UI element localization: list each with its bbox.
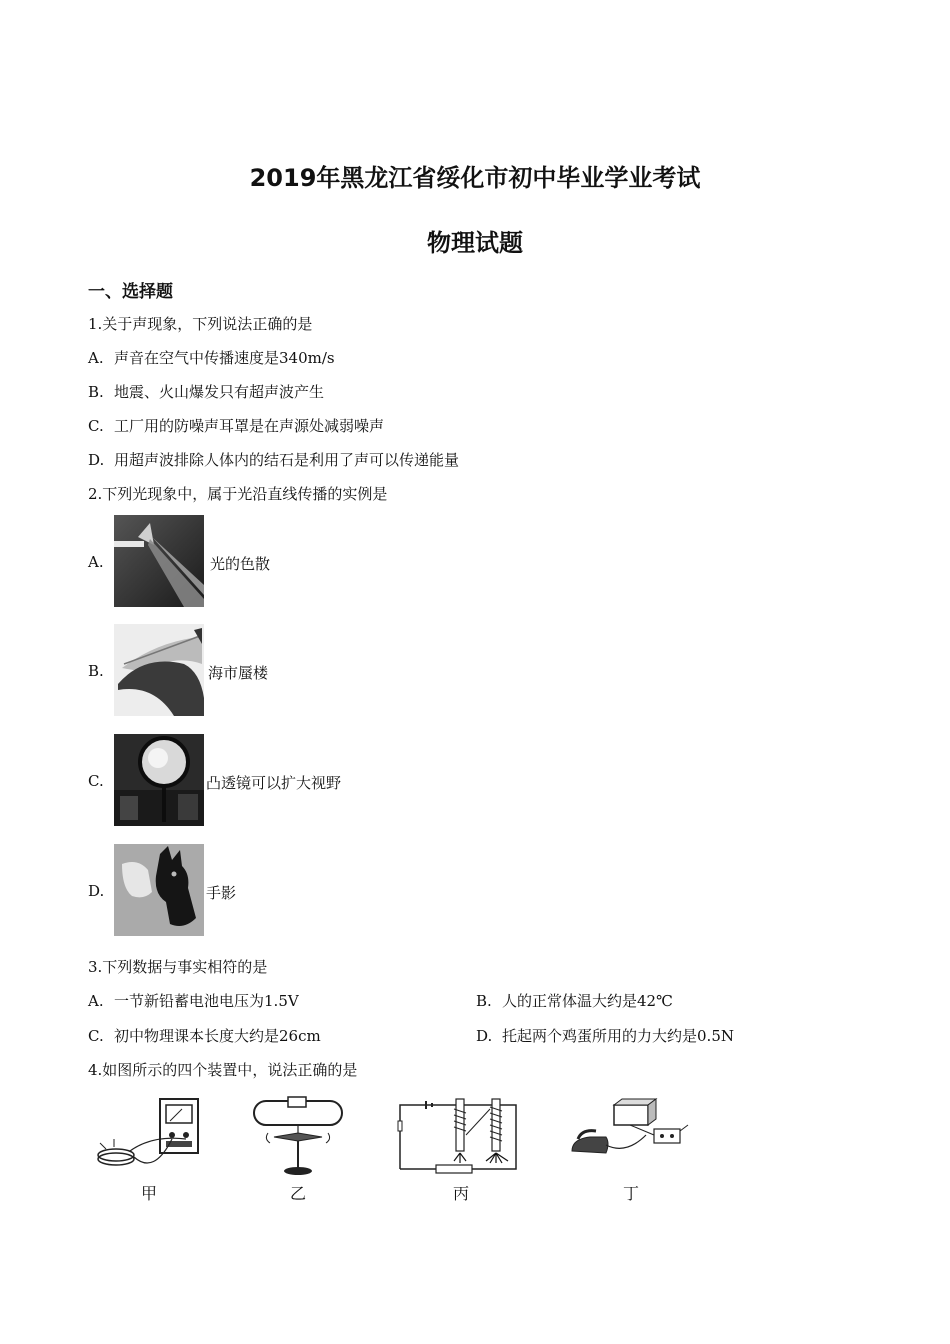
option-text: 用超声波排除人体内的结石是利用了声可以传递能量 — [114, 451, 460, 469]
question-4-stem: 4.如图所示的四个装置中，说法正确的是 — [88, 1061, 358, 1079]
question-2-option-d — [88, 844, 388, 936]
meter-coil-apparatus-icon — [94, 1095, 204, 1181]
question-2-stem: 2.下列光现象中，属于光沿直线传播的实例是 — [88, 485, 388, 503]
hand-shadow-photo-icon — [114, 844, 204, 936]
question-1-option-c — [88, 415, 384, 436]
option-text: 地震、火山爆发只有超声波产生 — [114, 383, 325, 401]
figure-label: 丙 — [452, 1184, 469, 1203]
question-3-stem: 3.下列数据与事实相符的是 — [88, 958, 268, 976]
option-letter: B. — [476, 992, 492, 1010]
option-letter: C. — [88, 1027, 104, 1045]
mirage-photo-icon — [114, 624, 204, 716]
option-letter: C. — [88, 417, 104, 435]
option-letter: B. — [88, 383, 104, 401]
question-2-option-a — [88, 515, 388, 607]
prism-dispersion-photo-icon — [114, 515, 204, 607]
question-2-option-c — [88, 734, 448, 826]
option-letter: A. — [88, 553, 104, 571]
figure-yi — [248, 1095, 348, 1204]
figure-bing — [396, 1095, 526, 1204]
question-3-option-b — [476, 990, 673, 1011]
page-title: 2019年黑龙江省绥化市初中毕业学业考试 — [249, 164, 701, 192]
figure-label: 甲 — [140, 1184, 157, 1203]
option-letter: C. — [88, 772, 104, 790]
option-letter: A. — [88, 992, 104, 1010]
option-letter: A. — [88, 349, 104, 367]
option-letter: D. — [88, 451, 105, 469]
question-3-option-c — [88, 1025, 321, 1046]
option-text: 初中物理课本长度大约是26cm — [114, 1027, 321, 1045]
question-3-option-a — [88, 990, 299, 1011]
convex-mirror-photo-icon — [114, 734, 204, 826]
question-3-option-d — [476, 1025, 734, 1046]
option-text: 人的正常体温大约是42℃ — [502, 992, 673, 1010]
option-caption: 手影 — [206, 884, 237, 902]
option-caption: 海市蜃楼 — [208, 664, 269, 682]
question-1-stem: 1.关于声现象，下列说法正确的是 — [88, 315, 313, 333]
option-letter: D. — [476, 1027, 493, 1045]
figure-label: 乙 — [289, 1184, 306, 1203]
option-letter: D. — [88, 882, 105, 900]
option-text: 工厂用的防噪声耳罩是在声源处减弱噪声 — [114, 417, 385, 435]
page-subtitle: 物理试题 — [427, 229, 523, 257]
question-1-option-d — [88, 449, 459, 470]
option-caption: 凸透镜可以扩大视野 — [206, 774, 342, 792]
figure-jia — [94, 1095, 204, 1204]
section-heading: 一、选择题 — [88, 282, 173, 302]
iron-plug-apparatus-icon — [566, 1095, 696, 1181]
electromagnet-apparatus-icon — [396, 1095, 526, 1181]
option-caption: 光的色散 — [210, 555, 271, 573]
option-text: 托起两个鸡蛋所用的力大约是0.5N — [502, 1027, 734, 1045]
option-text: 声音在空气中传播速度是340m/s — [114, 349, 335, 367]
question-2-option-b — [88, 624, 388, 716]
compass-wire-apparatus-icon — [248, 1095, 348, 1181]
option-letter: B. — [88, 662, 104, 680]
figure-ding — [566, 1095, 696, 1204]
question-1-option-b — [88, 381, 324, 402]
question-1-option-a — [88, 347, 335, 368]
option-text: 一节新铅蓄电池电压为1.5V — [114, 992, 299, 1010]
figure-label: 丁 — [622, 1184, 639, 1203]
